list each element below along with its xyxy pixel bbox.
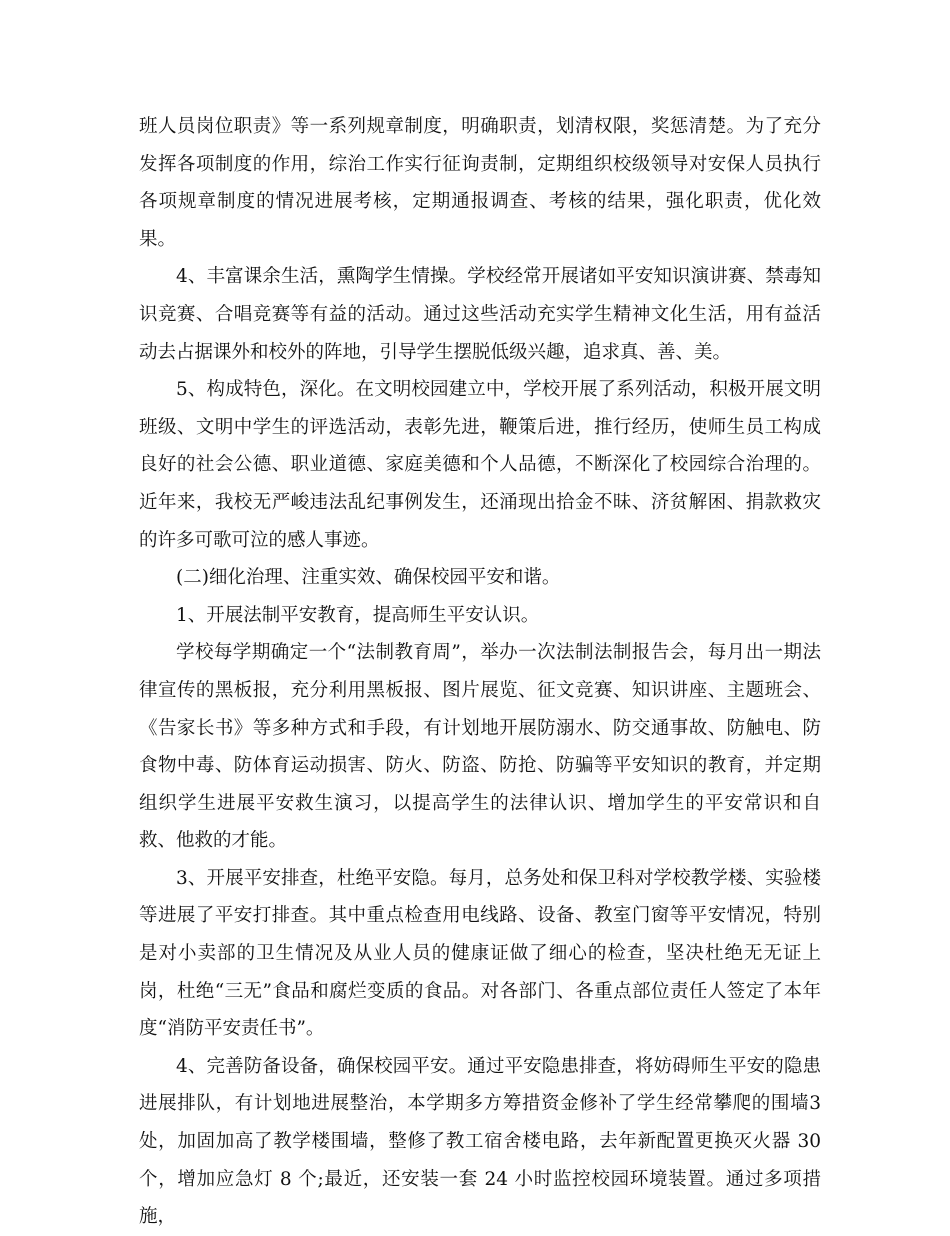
paragraph-3: 5、构成特色，深化。在文明校园建立中，学校开展了系列活动，积极开展文明班级、文明中学生的评选活动，表彰先进，鞭策后进，推行经历，使师生员工构成良好的社会公德、职业道德、家庭美德和个人品德，不断深化了校园综合治理的。近年来，我校无严峻违法乱纪事例发生，还涌现出拾金不昧、济贫解困、捐款救灾的许多可歌可泣的感人事迹。 (139, 379, 821, 551)
paragraph-5: 3、开展平安排查，杜绝平安隐。每月，总务处和保卫科对学校教学楼、实验楼等进展了平安打排查。其中重点检查用电线路、设备、教室门窗等平安情况，特别是对小卖部的卫生情况及从业人员的健康证做了细心的检查，坚决杜绝无无证上岗，杜绝“三无”食品和腐烂变质的食品。对各部门、各重点部位责任人签定了本年度“消防平安责任书”。 (139, 867, 821, 1040)
paragraph-1: 班人员岗位职责》等一系列规章制度，明确职责，划清权限，奖惩清楚。为了充分发挥各项制度的作用，综治工作实行征询责制，定期组织校级领导对安保人员执行各项规章制度的情况进展考核，定期通报调查、考核的结果，强化职责，优化效果。 (139, 116, 821, 250)
subheading-1: 1、开展法制平安教育，提高师生平安认识。 (176, 604, 540, 626)
paragraph-2: 4、丰富课余生活，熏陶学生情操。学校经常开展诸如平安知识演讲赛、禁毒知识竞赛、合唱竞赛等有益的活动。通过这些活动充实学生精神文化生活，用有益活动去占据课外和校外的阵地，引导学生摆脱低级兴趣，追求真、善、美。 (139, 266, 821, 363)
paragraph-4: 学校每学期确定一个“法制教育周”，举办一次法制法制报告会，每月出一期法律宣传的黑板报，充分利用黑板报、图片展览、征文竞赛、知识讲座、主题班会、《告家长书》等多种方式和手段，有计划地开展防溺水、防交通事故、防触电、防食物中毒、防体育运动损害、防火、防盗、防抢、防骗等平安知识的教育，并定期组织学生进展平安救生演习，以提高学生的法律认识、增加学生的平安常识和自救、他救的才能。 (139, 642, 821, 852)
paragraph-6: 4、完善防备设备，确保校园平安。通过平安隐患排查，将妨碍师生平安的隐患进展排队，有计划地进展整治，本学期多方筹措资金修补了学生经常攀爬的围墙3处，加固加高了教学楼围墙，整修了教工宿舍楼电路，去年新配置更换灭火器 30 个，增加应急灯 8 个;最近，还安装一套 24 小时监控校园环境装置。通过多项措施， (139, 1055, 821, 1228)
section-heading: (二)细化治理、注重实效、确保校园平安和谐。 (176, 567, 561, 589)
document-body (139, 108, 821, 1236)
